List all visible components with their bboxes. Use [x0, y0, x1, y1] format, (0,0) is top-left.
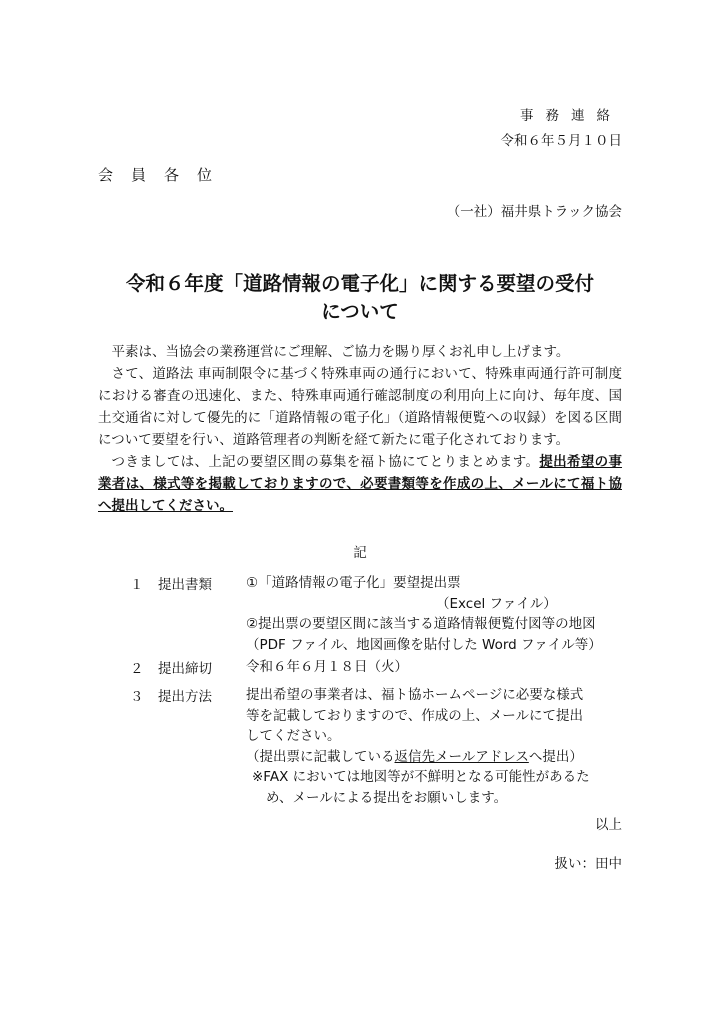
- addressee: 会員各位: [98, 166, 231, 184]
- item-line: （PDF ファイル、地図画像を貼付した Word ファイル等）: [246, 636, 602, 653]
- item-line: [246, 747, 622, 768]
- item-content: [246, 573, 622, 655]
- document-date: 令和６年５月１０日: [500, 133, 622, 149]
- item-submission-method: [98, 685, 622, 808]
- item-number: ３: [130, 689, 144, 705]
- item-line: め、メールによる提出をお願いします。: [266, 789, 508, 806]
- body-text: [98, 341, 622, 517]
- item-number: １: [130, 577, 144, 593]
- document-title: [98, 270, 622, 326]
- closing-remark: 以上: [595, 817, 622, 833]
- body-paragraph-1: 平素は、当協会の業務運営にご理解、ご協力を賜り厚くお礼申し上げます。: [111, 344, 570, 360]
- item-line: ②提出票の要望区間に該当する道路情報便覧付図等の地図: [246, 616, 596, 632]
- body-paragraph-3-emphasis: 提出希望の事業者は、様式等を掲載しておりますので、必要書類等を作成の上、メールにて福ト協へ提出してください。: [98, 454, 623, 514]
- items-list: [98, 573, 622, 808]
- item-line: ①「道路情報の電子化」要望提出票: [246, 575, 461, 591]
- ki-heading: 記: [353, 545, 367, 561]
- item-line: 等を記載しておりますので、作成の上、メールにて提出: [246, 707, 583, 724]
- body-paragraph-2: さて、道路法 車両制限令に基づく特殊車両の通行において、特殊車両通行許可制度における審査の迅速化、また、特殊車両通行確認制度の利用向上に向け、毎年度、国土交通省に対して優先的に「道路情報の電子化」（道路情報便覧への収録）を図る区間について要望を行い、道路管理者の判断を経て新たに電子化されております。: [98, 366, 622, 448]
- item-line: 提出希望の事業者は、福ト協ホームページに必要な様式: [246, 687, 584, 703]
- item-content: [246, 657, 622, 678]
- sender: （一社）福井県トラック協会: [446, 204, 622, 220]
- item-line: ※FAX においては地図等が不鮮明となる可能性があるた: [252, 769, 590, 785]
- title-line-2: について: [321, 300, 399, 323]
- document-type: 事務連絡: [520, 108, 622, 124]
- item-label: 提出締切: [158, 661, 212, 677]
- body-paragraph-3-plain: つきましては、上記の要望区間の募集を福ト協にてとりまとめます。: [111, 454, 540, 470]
- title-line-1: 令和６年度「道路情報の電子化」に関する要望の受付: [125, 272, 594, 295]
- contact-person: 扱い：田中: [554, 856, 622, 872]
- item-content: [246, 685, 622, 808]
- reply-note-prefix: （提出票に記載している: [246, 748, 395, 765]
- item-line: （Excel ファイル）: [436, 595, 557, 612]
- item-line: 令和６年６月１８日（火）: [246, 659, 408, 675]
- item-line: してください。: [246, 728, 341, 744]
- item-label: 提出書類: [158, 577, 212, 593]
- body-paragraph-3: [98, 451, 622, 517]
- item-submission-deadline: [98, 657, 622, 685]
- item-label: 提出方法: [158, 689, 212, 705]
- item-submission-documents: [98, 573, 622, 657]
- item-number: ２: [130, 661, 144, 677]
- reply-email-address-label: 返信先メールアドレス: [394, 748, 529, 765]
- reply-note-suffix: へ提出）: [528, 748, 583, 765]
